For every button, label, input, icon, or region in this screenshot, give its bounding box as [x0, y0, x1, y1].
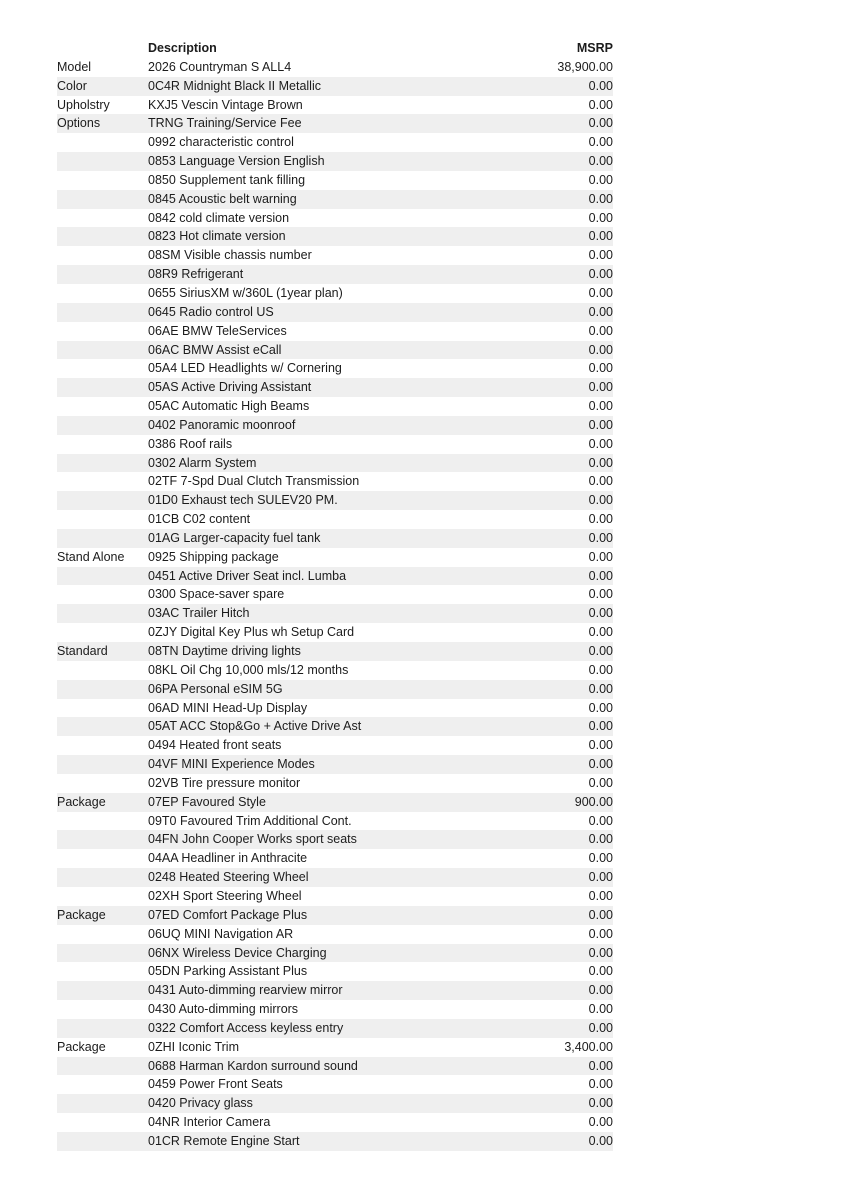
- table-row: [57, 567, 613, 586]
- msrp-cell: 0.00: [588, 154, 613, 169]
- description-cell: 04AA Headliner in Anthracite: [148, 851, 308, 866]
- description-cell: 0ZJY Digital Key Plus wh Setup Card: [148, 625, 355, 640]
- msrp-cell: 0.00: [588, 1002, 613, 1017]
- msrp-cell: 0.00: [588, 380, 613, 395]
- description-cell: 0925 Shipping package: [148, 549, 279, 564]
- msrp-cell: 0.00: [588, 229, 613, 244]
- table-row: [57, 774, 613, 793]
- description-cell: 0431 Auto-dimming rearview mirror: [148, 983, 343, 998]
- table-row: [57, 793, 613, 812]
- description-cell: 0386 Roof rails: [148, 436, 233, 451]
- table-row: [57, 190, 613, 209]
- msrp-cell: 0.00: [588, 757, 613, 772]
- table-row: [57, 962, 613, 981]
- description-cell: 0248 Heated Steering Wheel: [148, 870, 309, 885]
- description-cell: 01AG Larger-capacity fuel tank: [148, 530, 321, 545]
- msrp-cell: 0.00: [588, 342, 613, 357]
- description-cell: 0823 Hot climate version: [148, 229, 286, 244]
- msrp-cell: 0.00: [588, 399, 613, 414]
- table-row: [57, 755, 613, 774]
- msrp-cell: 0.00: [588, 474, 613, 489]
- description-cell: 08SM Visible chassis number: [148, 248, 312, 263]
- category-cell: Upholstry: [57, 97, 110, 112]
- category-cell: Color: [57, 78, 87, 93]
- description-cell: 02TF 7-Spd Dual Clutch Transmission: [148, 474, 360, 489]
- table-row: [57, 114, 613, 133]
- table-row: [57, 1019, 613, 1038]
- msrp-cell: 0.00: [588, 549, 613, 564]
- msrp-cell: 0.00: [588, 662, 613, 677]
- table-row: [57, 887, 613, 906]
- category-cell: Standard: [57, 644, 108, 658]
- msrp-cell: 0.00: [588, 775, 613, 790]
- description-cell: 0C4R Midnight Black II Metallic: [148, 78, 321, 93]
- msrp-cell: 0.00: [588, 323, 613, 338]
- msrp-cell: 3,400.00: [564, 1039, 613, 1054]
- table-row: [57, 246, 613, 265]
- msrp-cell: 0.00: [588, 606, 613, 621]
- msrp-cell: 0.00: [588, 1020, 613, 1035]
- category-cell: Model: [57, 59, 92, 74]
- table-row: [57, 868, 613, 887]
- description-cell: 06PA Personal eSIM 5G: [148, 681, 283, 696]
- msrp-cell: 0.00: [588, 587, 613, 602]
- description-cell: 05AT ACC Stop&Go + Active Drive Ast: [148, 719, 362, 734]
- table-row: [57, 812, 613, 831]
- description-cell: 0845 Acoustic belt warning: [148, 191, 297, 206]
- msrp-cell: 0.00: [588, 267, 613, 282]
- description-cell: 0402 Panoramic moonroof: [148, 417, 296, 432]
- table-row: [57, 1038, 613, 1057]
- description-cell: TRNG Training/Service Fee: [148, 116, 302, 131]
- description-cell: 06NX Wireless Device Charging: [148, 945, 327, 960]
- msrp-cell: 0.00: [588, 417, 613, 432]
- msrp-cell: 0.00: [588, 135, 613, 150]
- description-cell: 05A4 LED Headlights w/ Cornering: [148, 361, 342, 376]
- table-row: [57, 435, 613, 454]
- table-row: [57, 529, 613, 548]
- description-cell: 07ED Comfort Package Plus: [148, 907, 308, 922]
- description-cell: 04VF MINI Experience Modes: [148, 757, 315, 772]
- description-cell: 06AD MINI Head-Up Display: [148, 700, 308, 715]
- msrp-cell: 0.00: [588, 719, 613, 734]
- table-row: [57, 397, 613, 416]
- table-row: [57, 1094, 613, 1113]
- msrp-cell: 38,900.00: [557, 59, 613, 74]
- msrp-cell: 0.00: [588, 210, 613, 225]
- table-row: [57, 491, 613, 510]
- msrp-cell: 0.00: [588, 983, 613, 998]
- table-row: [57, 58, 613, 77]
- table-row: [57, 341, 613, 360]
- description-cell: 0853 Language Version English: [148, 154, 325, 169]
- msrp-cell: 0.00: [588, 361, 613, 376]
- description-cell: KXJ5 Vescin Vintage Brown: [148, 97, 303, 112]
- msrp-cell: 0.00: [588, 870, 613, 885]
- table-row: [57, 642, 613, 661]
- description-cell: 09T0 Favoured Trim Additional Cont.: [148, 813, 352, 828]
- table-row: [57, 661, 613, 680]
- description-cell: 01D0 Exhaust tech SULEV20 PM.: [148, 493, 338, 508]
- msrp-cell: 0.00: [588, 888, 613, 903]
- msrp-cell: 0.00: [588, 738, 613, 753]
- description-cell: 04FN John Cooper Works sport seats: [148, 832, 357, 847]
- table-row: [57, 209, 613, 228]
- description-cell: 0430 Auto-dimming mirrors: [148, 1002, 299, 1017]
- table-row: [57, 849, 613, 868]
- msrp-cell: 0.00: [588, 964, 613, 979]
- description-cell: 04NR Interior Camera: [148, 1115, 271, 1130]
- table-row: [57, 77, 613, 96]
- category-cell: Stand Alone: [57, 549, 125, 564]
- description-cell: 0ZHI Iconic Trim: [148, 1039, 239, 1054]
- table-row: [57, 548, 613, 567]
- description-cell: 0300 Space-saver spare: [148, 587, 285, 602]
- description-cell: 07EP Favoured Style: [148, 794, 266, 809]
- msrp-cell: 0.00: [588, 644, 613, 658]
- table-row: [57, 736, 613, 755]
- table-row: [57, 265, 613, 284]
- table-row: [57, 416, 613, 435]
- description-cell: 05AC Automatic High Beams: [148, 399, 310, 414]
- category-cell: Package: [57, 794, 106, 809]
- description-cell: 08TN Daytime driving lights: [148, 644, 301, 658]
- description-cell: 06AE BMW TeleServices: [148, 323, 287, 338]
- msrp-cell: 0.00: [588, 493, 613, 508]
- description-cell: 0645 Radio control US: [148, 304, 274, 319]
- msrp-cell: 900.00: [574, 794, 613, 809]
- msrp-cell: 0.00: [588, 530, 613, 545]
- description-cell: 06AC BMW Assist eCall: [148, 342, 282, 357]
- msrp-cell: 0.00: [588, 248, 613, 263]
- table-row: [57, 944, 613, 963]
- description-cell: 0655 SiriusXM w/360L (1year plan): [148, 285, 343, 300]
- description-cell: 05AS Active Driving Assistant: [148, 380, 312, 395]
- msrp-cell: 0.00: [588, 304, 613, 319]
- description-cell: 2026 Countryman S ALL4: [148, 59, 292, 74]
- msrp-cell: 0.00: [588, 78, 613, 93]
- msrp-cell: 0.00: [588, 455, 613, 470]
- table-row: [57, 378, 613, 397]
- msrp-cell: 0.00: [588, 191, 613, 206]
- msrp-cell: 0.00: [588, 1133, 613, 1148]
- category-cell: Package: [57, 907, 106, 922]
- description-cell: 0302 Alarm System: [148, 455, 257, 470]
- msrp-header: MSRP: [576, 41, 613, 55]
- table-row: [57, 717, 613, 736]
- msrp-cell: 0.00: [588, 1096, 613, 1111]
- table-row: [57, 284, 613, 303]
- msrp-cell: 0.00: [588, 832, 613, 847]
- table-row: [57, 96, 613, 115]
- table-row: [57, 906, 613, 925]
- table-row: [57, 1000, 613, 1019]
- table-row: [57, 454, 613, 473]
- msrp-cell: 0.00: [588, 945, 613, 960]
- description-header: Description: [148, 41, 217, 55]
- description-cell: 0420 Privacy glass: [148, 1096, 253, 1111]
- description-cell: 01CB C02 content: [148, 512, 251, 527]
- description-cell: 0451 Active Driver Seat incl. Lumba: [148, 568, 347, 583]
- description-cell: 02VB Tire pressure monitor: [148, 775, 301, 790]
- msrp-cell: 0.00: [588, 285, 613, 300]
- table-row: [57, 227, 613, 246]
- description-cell: 06UQ MINI Navigation AR: [148, 926, 294, 941]
- table-row: [57, 680, 613, 699]
- msrp-cell: 0.00: [588, 1077, 613, 1092]
- description-cell: 05DN Parking Assistant Plus: [148, 964, 308, 979]
- description-cell: 0992 characteristic control: [148, 135, 294, 150]
- description-cell: 03AC Trailer Hitch: [148, 606, 250, 621]
- table-row: [57, 1057, 613, 1076]
- msrp-cell: 0.00: [588, 907, 613, 922]
- msrp-cell: 0.00: [588, 926, 613, 941]
- msrp-cell: 0.00: [588, 97, 613, 112]
- description-cell: 08R9 Refrigerant: [148, 267, 244, 282]
- description-cell: 0850 Supplement tank filling: [148, 172, 306, 187]
- table-row: [57, 585, 613, 604]
- description-cell: 0459 Power Front Seats: [148, 1077, 283, 1092]
- table-row: [57, 1132, 613, 1151]
- msrp-cell: 0.00: [588, 116, 613, 131]
- table-row: [57, 359, 613, 378]
- table-row: [57, 322, 613, 341]
- vehicle-options-table: [57, 39, 613, 1151]
- msrp-cell: 0.00: [588, 1058, 613, 1073]
- msrp-cell: 0.00: [588, 172, 613, 187]
- category-cell: Options: [57, 116, 101, 131]
- description-cell: 0688 Harman Kardon surround sound: [148, 1058, 358, 1073]
- msrp-cell: 0.00: [588, 813, 613, 828]
- table-row: [57, 830, 613, 849]
- description-cell: 0494 Heated front seats: [148, 738, 282, 753]
- table-row: [57, 1113, 613, 1132]
- table-row: [57, 699, 613, 718]
- description-cell: 02XH Sport Steering Wheel: [148, 888, 302, 903]
- table-row: [57, 981, 613, 1000]
- table-row: [57, 510, 613, 529]
- table-row: [57, 1075, 613, 1094]
- table-row: [57, 133, 613, 152]
- description-cell: 0322 Comfort Access keyless entry: [148, 1020, 344, 1035]
- table-row: [57, 303, 613, 322]
- msrp-cell: 0.00: [588, 625, 613, 640]
- msrp-cell: 0.00: [588, 1115, 613, 1130]
- table-row: [57, 604, 613, 623]
- table-header-row: [57, 39, 613, 58]
- table-body: [57, 58, 613, 1151]
- msrp-cell: 0.00: [588, 512, 613, 527]
- msrp-cell: 0.00: [588, 436, 613, 451]
- msrp-cell: 0.00: [588, 568, 613, 583]
- msrp-cell: 0.00: [588, 681, 613, 696]
- msrp-cell: 0.00: [588, 851, 613, 866]
- msrp-cell: 0.00: [588, 700, 613, 715]
- category-cell: Package: [57, 1039, 106, 1054]
- table-row: [57, 152, 613, 171]
- table-row: [57, 623, 613, 642]
- table-row: [57, 472, 613, 491]
- description-cell: 0842 cold climate version: [148, 210, 290, 225]
- table-row: [57, 171, 613, 190]
- description-cell: 08KL Oil Chg 10,000 mls/12 months: [148, 662, 349, 677]
- table-row: [57, 925, 613, 944]
- description-cell: 01CR Remote Engine Start: [148, 1133, 300, 1148]
